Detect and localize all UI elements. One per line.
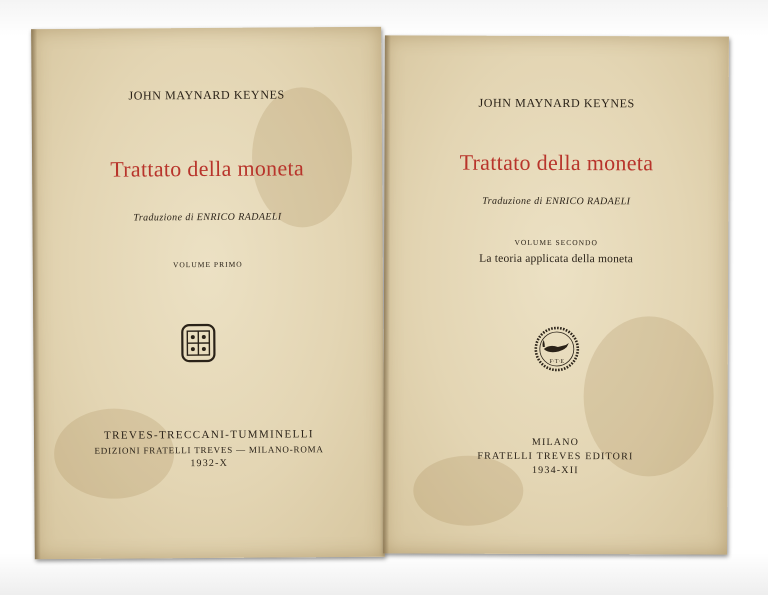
book-title: Trattato della moneta (459, 149, 654, 176)
publisher-line-1: TREVES-TRECCANI-TUMMINELLI (103, 428, 314, 442)
book-cover-volume-2 (383, 35, 729, 554)
publisher-name: FRATELLI TREVES EDITORI (477, 450, 634, 463)
publication-year: 1932-X (190, 457, 229, 470)
publisher-city: MILANO (531, 436, 580, 449)
publication-year: 1934-XII (531, 464, 579, 477)
translation-credit: Traduzione di ENRICO RADAELI (482, 195, 631, 208)
book-title: Trattato della moneta (110, 155, 305, 182)
oil-lamp-icon (534, 326, 580, 372)
volume-label: VOLUME PRIMO (172, 259, 243, 270)
emblem-initials: F·T·E (549, 358, 565, 366)
publisher-line-2: EDIZIONI FRATELLI TREVES — MILANO-ROMA (94, 444, 324, 456)
volume-subtitle: La teoria applicata della moneta (479, 252, 634, 266)
volume-label: VOLUME SECONDO (514, 237, 598, 248)
translation-credit: Traduzione di ENRICO RADAELI (133, 211, 282, 224)
author-name: JOHN MAYNARD KEYNES (128, 87, 285, 103)
ornamental-monogram-icon (179, 322, 217, 364)
author-name: JOHN MAYNARD KEYNES (478, 95, 635, 111)
book-cover-volume-1 (31, 27, 385, 559)
